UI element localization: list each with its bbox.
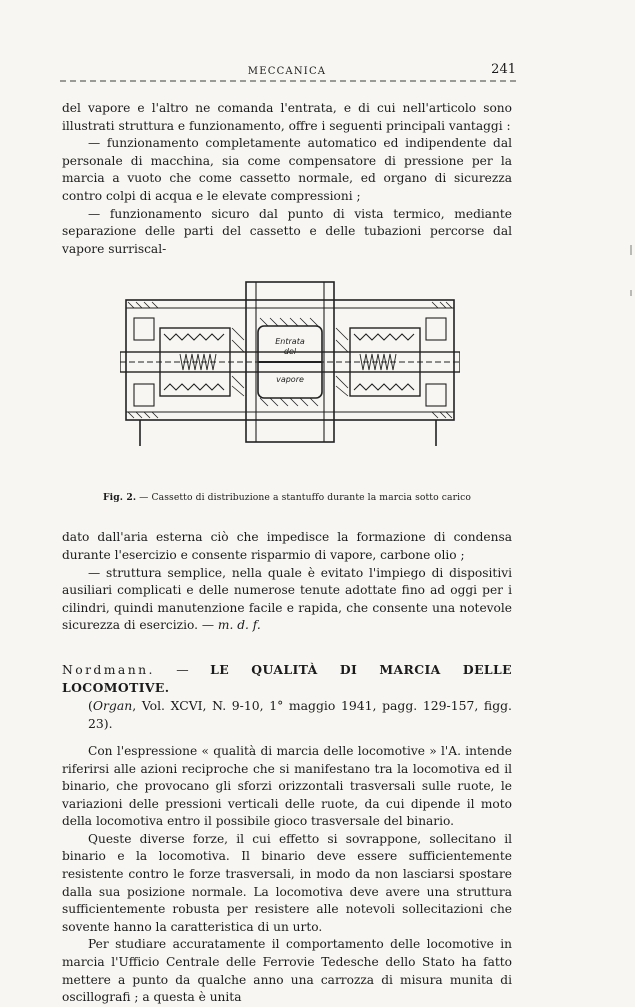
article-citation [62,697,512,733]
figure-caption [62,492,512,503]
paragraph: Con l'espressione « qualità di marcia delle locomotive » l'A. intende riferirsi alle azioni reciproche che si manifestano tra la locomotiva ed il binario, che provocano gli sforzi orizzontali trasversali sulle ruote, le variazioni delle pressioni verticali delle ruote, da cui dipende il moto della locomotiva entro il possibile gioco trasversale del binario. [62,743,512,829]
caption-label: Fig. 2. [103,492,137,504]
paragraph: dato dall'aria esterna ciò che impedisce la formazione di condensa durante l'esercizio e consente risparmio di vapore, carbone olio ; [62,530,512,562]
figure [62,278,512,488]
article-dash: — [154,661,211,677]
figure-label-del: del [283,347,297,357]
figure-label-vapore: vapore [276,375,304,385]
caption-text: — Cassetto di distribuzione a stantuffo durante la marcia sotto carico [136,492,471,504]
paragraph: Per studiare accuratamente il comportamento delle locomotive in marcia l'Ufficio Centrale delle Ferrovie Tedesche dello Stato ha fatto mettere a punto da qualche anno una carrozza di misura munita di oscillografi ; a questa è unita [62,937,512,1005]
header-rule [60,80,516,82]
margin-mark [630,290,632,296]
citation-details: , Vol. XCVI, N. 9-10, 1° maggio 1941, pagg. 129-157, figg. 23). [88,697,512,731]
paragraph [62,565,512,635]
citation-open: ( [88,697,93,713]
paragraph: — funzionamento sicuro dal punto di vista termico, mediante separazione delle parti del cassetto e delle tubazioni percorse dal vapore surriscal- [62,206,512,256]
page-number: 241 [491,62,516,77]
valve-drawing [120,278,460,446]
running-head [62,60,516,82]
paragraph: del vapore e l'altro ne comanda l'entrata, e di cui nell'articolo sono illustrati struttura e funzionamento, offre i seguenti principali vantaggi : [62,101,512,133]
running-title: MECCANICA [247,66,327,77]
paragraph-text: — struttura semplice, nella quale è evitato l'impiego di dispositivi ausiliari complicati e delle numerose tenute adottate fino ad oggi per i cilindri, quindi manutenzione facile e rapida, che consente una notevole sicurezza di esercizio. [62,565,512,633]
paragraph: Queste diverse forze, il cui effetto si sovrappone, sollecitano il binario e la locomotiva. Il binario deve essere sufficientemente resistente contro le forze trasversali, in modo da non lasciarsi spostare dalla sua posizione normale. La locomotiva deve avere una struttura sufficientemente robusta per resistere alle notevoli sollecitazioni che sovente hanno la caratteristica di un urto. [62,831,512,934]
article-heading [62,661,512,733]
article-author: Nordmann. [62,661,155,677]
paragraph: — funzionamento completamente automatico ed indipendente dal personale di macchina, sia come compensatore di pressione per la marcia a vuoto che come cassetto normale, ed organo di sicurezza contro colpi di acqua e le elevate compressioni ; [62,136,512,203]
article-title: LE QUALITÀ DI MARCIA DELLE LOCOMOTIVE. [62,661,512,695]
margin-mark [630,245,632,255]
signature: — m. d. f. [197,618,261,633]
page [62,60,516,1007]
figure-label-entrata: Entrata [275,337,305,347]
journal-name: Organ [92,697,133,713]
